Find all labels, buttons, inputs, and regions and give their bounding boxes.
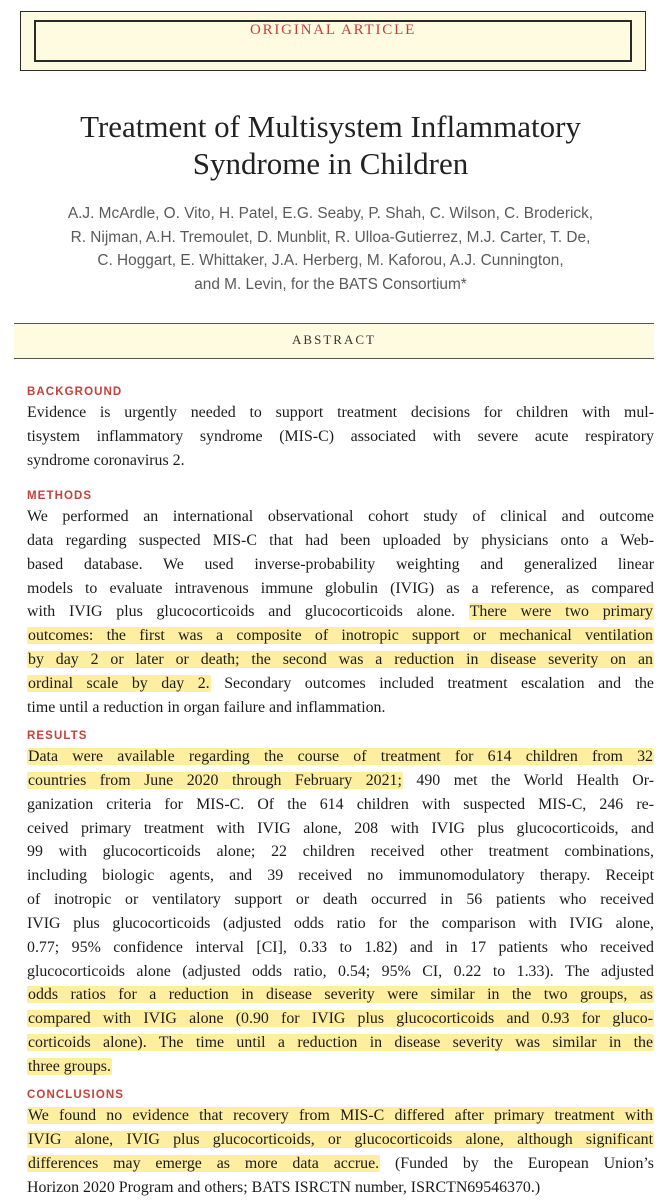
text-line bbox=[27, 624, 654, 648]
results-paragraph bbox=[27, 745, 654, 1079]
text-line bbox=[27, 769, 654, 793]
text-line: Evidence is urgently needed to support treatment decisions for children with mul- bbox=[27, 404, 654, 421]
article-title bbox=[20, 108, 641, 182]
text-line: glucocorticoids alone (adjusted odds ratio, 0.54; 95% CI, 0.22 to 1.33). The adjusted bbox=[27, 962, 654, 980]
text-line bbox=[27, 745, 654, 769]
highlight: outcomes: the first was a composite of inotropic support or mechanical ventilation bbox=[28, 627, 653, 645]
highlight: by day 2 or later or death; the second was a reduction in disease severity on an bbox=[28, 651, 653, 669]
text-segment: 490 met the World Health Or- bbox=[416, 771, 654, 789]
text-line: of inotropic or ventilatory support or death occurred in 56 patients who received bbox=[27, 891, 654, 909]
text-line: tisystem inflammatory syndrome (MIS-C) associated with severe acute respiratory bbox=[27, 427, 654, 445]
background-paragraph bbox=[27, 401, 654, 473]
highlight: We found no evidence that recovery from MIS-C differed after primary treatment with bbox=[28, 1107, 653, 1124]
methods-heading: METHODS bbox=[27, 490, 93, 502]
text-line: ceived primary treatment with IVIG alone, 208 with IVIG plus glucocorticoids, and bbox=[27, 819, 654, 837]
abstract-label: ABSTRACT bbox=[292, 332, 376, 347]
text-segment: Secondary outcomes included treatment escalation and the bbox=[224, 674, 654, 692]
text-line bbox=[27, 648, 654, 672]
conclusions-paragraph bbox=[27, 1104, 654, 1199]
text-line bbox=[27, 1055, 654, 1079]
highlight: Data were available regarding the course of treatment for 614 children from 32 bbox=[28, 748, 653, 765]
abstract-header-bar bbox=[14, 323, 654, 359]
highlight: corticoids alone). The time until a reduction in disease severity was similar in the bbox=[28, 1034, 653, 1052]
author-line: C. Hoggart, E. Whittaker, J.A. Herberg, M. Kaforou, A.J. Cunnington, bbox=[97, 252, 564, 269]
text-line: syndrome coronavirus 2. bbox=[27, 451, 185, 469]
author-line: A.J. McArdle, O. Vito, H. Patel, E.G. Seaby, P. Shah, C. Wilson, C. Broderick, bbox=[67, 205, 594, 222]
author-line: R. Nijman, A.H. Tremoulet, D. Munblit, R. Ulloa-Gutierrez, M.J. Carter, T. De, bbox=[70, 228, 591, 246]
highlight: odds ratios for a reduction in disease severity were similar in the two groups, as bbox=[28, 986, 653, 1004]
article-type-label: ORIGINAL ARTICLE bbox=[249, 22, 417, 38]
text-segment: (Funded by the European Union’s bbox=[395, 1154, 654, 1172]
text-line: Horizon 2020 Program and others; BATS ISRCTN number, ISRCTN69546370.) bbox=[27, 1178, 541, 1196]
text-line: 0.77; 95% confidence interval [CI], 0.33 to 1.82) and in 17 patients who received bbox=[27, 938, 654, 956]
text-line bbox=[27, 983, 654, 1007]
author-list bbox=[20, 202, 641, 296]
text-line: based database. We used inverse-probability weighting and generalized linear bbox=[27, 555, 654, 573]
text-line: ganization criteria for MIS-C. Of the 614 children with suspected MIS-C, 246 re- bbox=[27, 795, 654, 813]
text-line: We performed an international observational cohort study of clinical and outcome bbox=[27, 508, 654, 525]
text-line: data regarding suspected MIS-C that had been uploaded by physicians onto a Web- bbox=[27, 531, 654, 549]
highlight: three groups. bbox=[28, 1057, 111, 1075]
text-line bbox=[27, 1031, 654, 1055]
highlight: countries from June 2020 through February 2021; bbox=[28, 771, 402, 789]
text-line: 99 with glucocorticoids alone; 22 children received other treatment combinations, bbox=[27, 843, 654, 861]
text-line: including biologic agents, and 39 received no immunomodulatory therapy. Receipt bbox=[27, 867, 654, 885]
text-line bbox=[27, 1104, 654, 1128]
text-line bbox=[27, 1007, 654, 1031]
text-line: time until a reduction in organ failure and inflammation. bbox=[27, 698, 386, 716]
highlight: differences may emerge as more data accrue. bbox=[28, 1154, 380, 1172]
background-heading: BACKGROUND bbox=[27, 386, 123, 398]
text-line bbox=[27, 600, 654, 624]
text-line bbox=[27, 672, 654, 696]
text-line bbox=[27, 1152, 654, 1176]
highlight: compared with IVIG alone (0.90 for IVIG plus glucocorticoids and 0.93 for gluco- bbox=[28, 1010, 653, 1028]
text-line bbox=[27, 1128, 654, 1152]
text-line: IVIG plus glucocorticoids (adjusted odds ratio for the comparison with IVIG alone, bbox=[27, 914, 654, 932]
title-line: Treatment of Multisystem Inflammatory bbox=[80, 109, 581, 144]
results-heading: RESULTS bbox=[27, 730, 88, 742]
text-line: models to evaluate intravenous immune globulin (IVIG) as a reference, as compared bbox=[27, 579, 654, 597]
highlight: There were two primary bbox=[469, 603, 653, 621]
highlight: ordinal scale by day 2. bbox=[28, 674, 210, 692]
methods-paragraph bbox=[27, 505, 654, 720]
author-line: and M. Levin, for the BATS Consortium* bbox=[194, 275, 467, 293]
text-segment: with IVIG plus glucocorticoids and glucocorticoids alone. bbox=[27, 603, 455, 621]
title-line: Syndrome in Children bbox=[192, 146, 469, 181]
highlight: IVIG alone, IVIG plus glucocorticoids, or glucocorticoids alone, although significant bbox=[28, 1130, 653, 1148]
article-type-banner bbox=[20, 11, 646, 71]
conclusions-heading: CONCLUSIONS bbox=[27, 1089, 125, 1101]
